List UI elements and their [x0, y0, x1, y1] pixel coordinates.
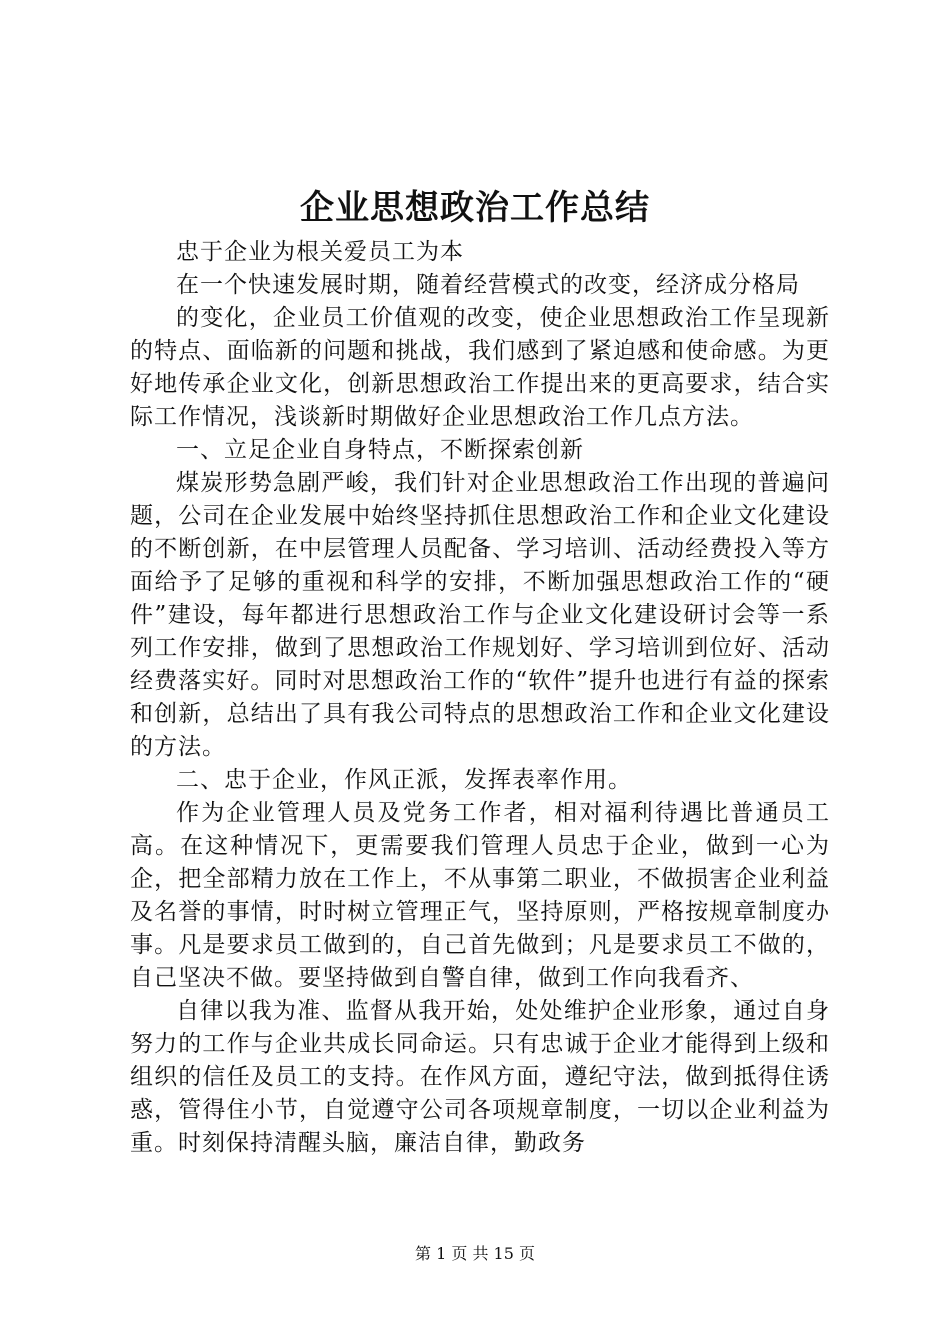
paragraph-section-2b: 自律以我为准、监督从我开始，处处维护企业形象，通过自身努力的工作与企业共成长同命运。只有忠诚于企业才能得到上级和组织的信任及员工的支持。在作风方面，遵纪守法，做到抵得住诱惑，管得住小节，自觉遵守公司各项规章制度，一切以企业利益为重。时刻保持清醒头脑，廉洁自律，勤政务 [130, 998, 830, 1156]
section-heading-2: 二、忠于企业，作风正派，发挥表率作用。 [176, 767, 632, 793]
paragraph-intro-1: 在一个快速发展时期，随着经营模式的改变，经济成分格局 [176, 272, 800, 298]
paragraph-intro-2: 的变化，企业员工价值观的改变，使企业思想政治工作呈现新的特点、面临新的问题和挑战，我们感到了紧迫感和使命感。为更好地传承企业文化，创新思想政治工作提出来的更高要求，结合实际工作情况，浅谈新时期做好企业思想政治工作几点方法。 [130, 305, 830, 430]
paragraph-section-1: 煤炭形势急剧严峻，我们针对企业思想政治工作出现的普遍问题，公司在企业发展中始终坚持抓住思想政治工作和企业文化建设的不断创新，在中层管理人员配备、学习培训、活动经费投入等方面给予了足够的重视和科学的安排，不断加强思想政治工作的“硬件”建设，每年都进行思想政治工作与企业文化建设研讨会等一系列工作安排，做到了思想政治工作规划好、学习培训到位好、活动经费落实好。同时对思想政治工作的“软件”提升也进行有益的探索和创新，总结出了具有我公司特点的思想政治工作和企业文化建设的方法。 [130, 470, 830, 760]
page-title: 企业思想政治工作总结 [300, 188, 650, 228]
paragraph-section-2a: 作为企业管理人员及党务工作者，相对福利待遇比普通员工高。在这种情况下，更需要我们管理人员忠于企业，做到一心为企，把全部精力放在工作上，不从事第二职业，不做损害企业利益及名誉的事情，时时树立管理正气，坚持原则，严格按规章制度办事。凡是要求员工做到的，自己首先做到；凡是要求员工不做的，自己坚决不做。要坚持做到自警自律，做到工作向我看齐、 [130, 800, 830, 991]
page-number: 第 1 页 共 15 页 [415, 1244, 535, 1263]
paragraph-subtitle: 忠于企业为根关爱员工为本 [176, 239, 464, 265]
document-body [130, 236, 830, 1160]
section-heading-1: 一、立足企业自身特点，不断探索创新 [176, 437, 584, 463]
